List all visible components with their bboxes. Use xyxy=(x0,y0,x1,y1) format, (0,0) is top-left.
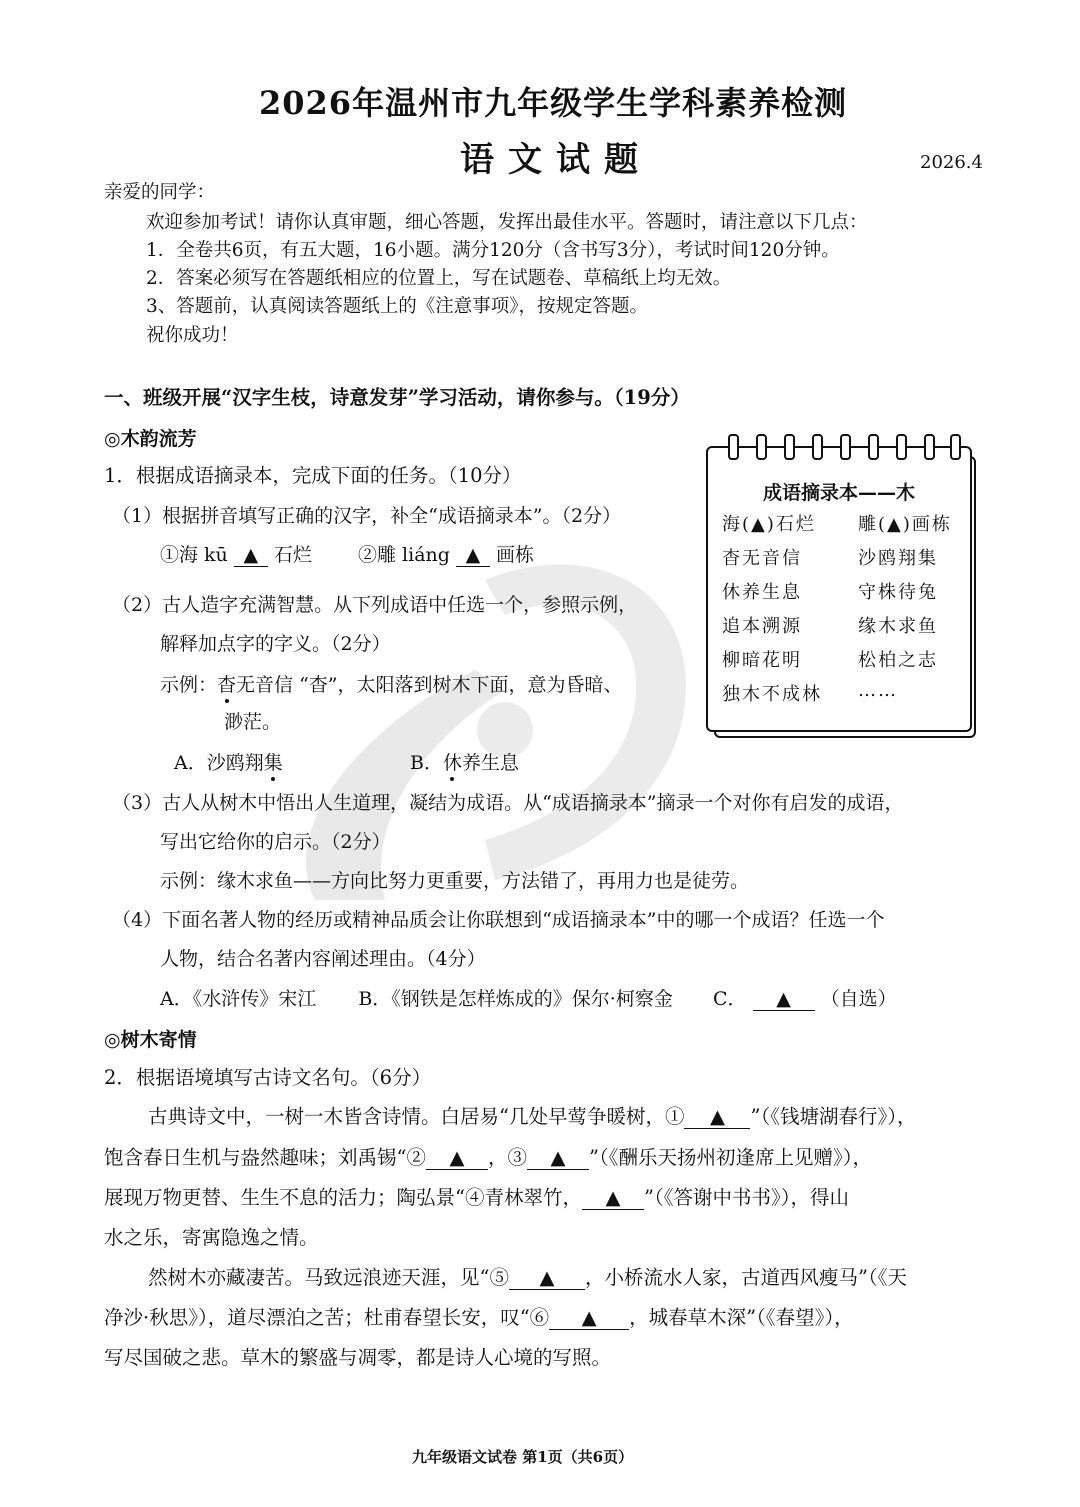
q2-text: ”（《钱塘湖春行》）， xyxy=(750,1105,917,1128)
answer-blank[interactable]: ▲ xyxy=(549,1307,629,1330)
notebook-idiom: 柳暗花明 xyxy=(722,650,802,671)
notebook-ring-icon xyxy=(896,434,907,460)
notebook-ring-icon xyxy=(868,434,879,460)
notice-greeting: 亲爱的同学： xyxy=(104,182,216,203)
notebook-idiom: 杳无音信 xyxy=(722,548,802,569)
q2-text: ”（《酬乐天扬州初逢席上见赠》）， xyxy=(589,1146,872,1169)
option-a: A．《水浒传》宋江 xyxy=(160,988,317,1010)
answer-blank[interactable]: ▲ xyxy=(456,544,490,567)
q2-line-2 xyxy=(104,1142,872,1170)
notebook-title: 成语摘录本——木 xyxy=(762,482,915,504)
q2-text: ”（《答谢中书书》），得山 xyxy=(643,1186,849,1209)
q1-part2-example-line2: 渺茫。 xyxy=(224,711,282,733)
notebook-ring-icon xyxy=(784,434,795,460)
blank-b-prefix: ②雕 liáng xyxy=(358,544,450,566)
module-heading-1: ◎木韵流芳 xyxy=(104,428,197,450)
dotted-char: 杳 xyxy=(217,670,236,697)
notebook-idiom: 休养生息 xyxy=(722,582,802,603)
exam-date: 2026.4 xyxy=(920,152,983,173)
notebook-idiom: 追本溯源 xyxy=(722,616,802,637)
q1-part4-options xyxy=(160,984,897,1011)
option-c: C． xyxy=(712,988,747,1010)
option-b: B．《钢铁是怎样炼成的》保尔·柯察金 xyxy=(358,988,673,1010)
q1-part2-line2: 解释加点字的字义。（2分） xyxy=(160,633,391,655)
q2-line-5 xyxy=(148,1262,907,1290)
dotted-char: 休 xyxy=(443,748,462,775)
q1-part2-option-b xyxy=(410,748,519,775)
blank-a-prefix: ①海 kū xyxy=(160,544,228,566)
answer-blank[interactable]: ▲ xyxy=(509,1267,585,1290)
notebook-ring-icon xyxy=(728,434,739,460)
idiom-notebook xyxy=(706,446,976,738)
notebook-ring-icon xyxy=(756,434,767,460)
answer-blank[interactable]: ▲ xyxy=(426,1147,488,1170)
q1-part2-option-a xyxy=(174,748,283,775)
notebook-idiom: 独木不成林 xyxy=(722,684,822,705)
notebook-ring-icon xyxy=(812,434,823,460)
page-footer: 九年级语文试卷 第1页（共6页） xyxy=(412,1448,634,1466)
example-text: 无音信 “杳”，太阳落到树木下面，意为昏暗、 xyxy=(236,674,623,696)
option-c-suffix: （自选） xyxy=(820,988,897,1010)
option-a-text: A．沙鸥翔 xyxy=(174,752,264,774)
exam-title: 2026年温州市九年级学生学科素养检测 xyxy=(259,84,848,122)
q2-text: 然树木亦藏凄苦。马致远浪迹天涯，见“⑤ xyxy=(148,1266,509,1289)
notebook-idiom: 守株待兔 xyxy=(858,582,938,603)
notebook-ring-icon xyxy=(950,434,961,460)
q2-line-7: 写尽国破之悲。草木的繁盛与凋零，都是诗人心境的写照。 xyxy=(104,1346,612,1369)
q2-line-3 xyxy=(104,1182,849,1210)
q1-part1-blanks xyxy=(160,540,534,567)
dotted-char: 集 xyxy=(264,748,283,775)
q2-text: 古典诗文中，一树一木皆含诗情。白居易“几处早莺争暖树，① xyxy=(148,1105,685,1128)
section1-heading: 一、班级开展“汉字生枝，诗意发芽”学习活动，请你参与。（19分） xyxy=(104,386,690,409)
q2-text: 饱含春日生机与盎然趣味；刘禹锡“② xyxy=(104,1146,426,1169)
answer-blank[interactable]: ▲ xyxy=(234,544,268,567)
q2-line-1 xyxy=(148,1101,916,1129)
answer-blank[interactable]: ▲ xyxy=(582,1187,644,1210)
q1-part4-line1: （4）下面名著人物的经历或精神品质会让你联想到“成语摘录本”中的哪一个成语？任选一个 xyxy=(112,909,885,931)
notebook-idiom: …… xyxy=(858,680,898,701)
notice-intro: 欢迎参加考试！请你认真审题，细心答题，发挥出最佳水平。答题时，请注意以下几点： xyxy=(146,212,868,233)
q2-text: ，③ xyxy=(487,1146,527,1169)
notice-item-3: 3、答题前，认真阅读答题纸上的《注意事项》，按规定答题。 xyxy=(146,296,649,317)
notice-item-1: 1．全卷共6页，有五大题，16小题。满分120分（含书写3分），考试时间120分钟。 xyxy=(146,240,840,261)
notebook-idiom: 海(▲)石烂 xyxy=(722,514,816,535)
blank-b-suffix: 画栋 xyxy=(496,544,535,566)
option-b-label: B． xyxy=(410,752,443,774)
q1-part3-line2: 写出它给你的启示。（2分） xyxy=(160,831,391,853)
answer-blank[interactable]: ▲ xyxy=(753,988,815,1011)
notice-closing: 祝你成功！ xyxy=(146,325,239,346)
example-label: 示例： xyxy=(160,674,218,696)
notebook-idiom: 缘木求鱼 xyxy=(858,616,938,637)
q1-part2-line1: （2）古人造字充满智慧。从下列成语中任选一个，参照示例， xyxy=(112,594,638,616)
notebook-idiom: 松柏之志 xyxy=(858,650,938,671)
q2-line-6 xyxy=(104,1302,854,1330)
notebook-idiom: 沙鸥翔集 xyxy=(858,548,938,569)
notebook-ring-icon xyxy=(924,434,935,460)
q1-part3-line1: （3）古人从树木中悟出人生道理，凝结为成语。从“成语摘录本”摘录一个对你有启发的成语， xyxy=(112,792,904,814)
notebook-ring-icon xyxy=(840,434,851,460)
q1-part3-example: 示例：缘木求鱼——方向比努力更重要，方法错了，再用力也是徒劳。 xyxy=(160,870,750,892)
q2-text: ，城春草木深”（《春望》）， xyxy=(629,1306,854,1329)
q1-part1: （1）根据拼音填写正确的汉字，补全“成语摘录本”。（2分） xyxy=(112,505,622,527)
notebook-front-page xyxy=(706,446,972,732)
q1-part2-example xyxy=(160,670,623,697)
option-b-text: 养生息 xyxy=(461,752,519,774)
answer-blank[interactable]: ▲ xyxy=(527,1147,589,1170)
blank-a-suffix: 石烂 xyxy=(273,544,312,566)
notice-item-2: 2．答案必须写在答题纸相应的位置上，写在试题卷、草稿纸上均无效。 xyxy=(146,268,732,289)
q2-text: ，小桥流水人家，古道西风瘦马”（《天 xyxy=(584,1266,907,1289)
q2-stem: 2．根据语境填写古诗文名句。（6分） xyxy=(104,1066,432,1089)
exam-subtitle: 语文试题 xyxy=(460,140,652,180)
q2-line-4: 水之乐，寄寓隐逸之情。 xyxy=(104,1226,319,1249)
q2-text: 展现万物更替、生生不息的活力；陶弘景“④青林翠竹， xyxy=(104,1186,582,1209)
module-heading-2: ◎树木寄情 xyxy=(104,1029,197,1051)
q1-part4-line2: 人物，结合名著内容阐述理由。（4分） xyxy=(160,948,486,970)
q1-stem: 1．根据成语摘录本，完成下面的任务。（10分） xyxy=(104,464,522,487)
q2-text: 净沙·秋思》），道尽漂泊之苦；杜甫春望长安，叹“⑥ xyxy=(104,1306,550,1329)
notebook-idiom: 雕(▲)画栋 xyxy=(858,514,952,535)
answer-blank[interactable]: ▲ xyxy=(684,1106,750,1129)
